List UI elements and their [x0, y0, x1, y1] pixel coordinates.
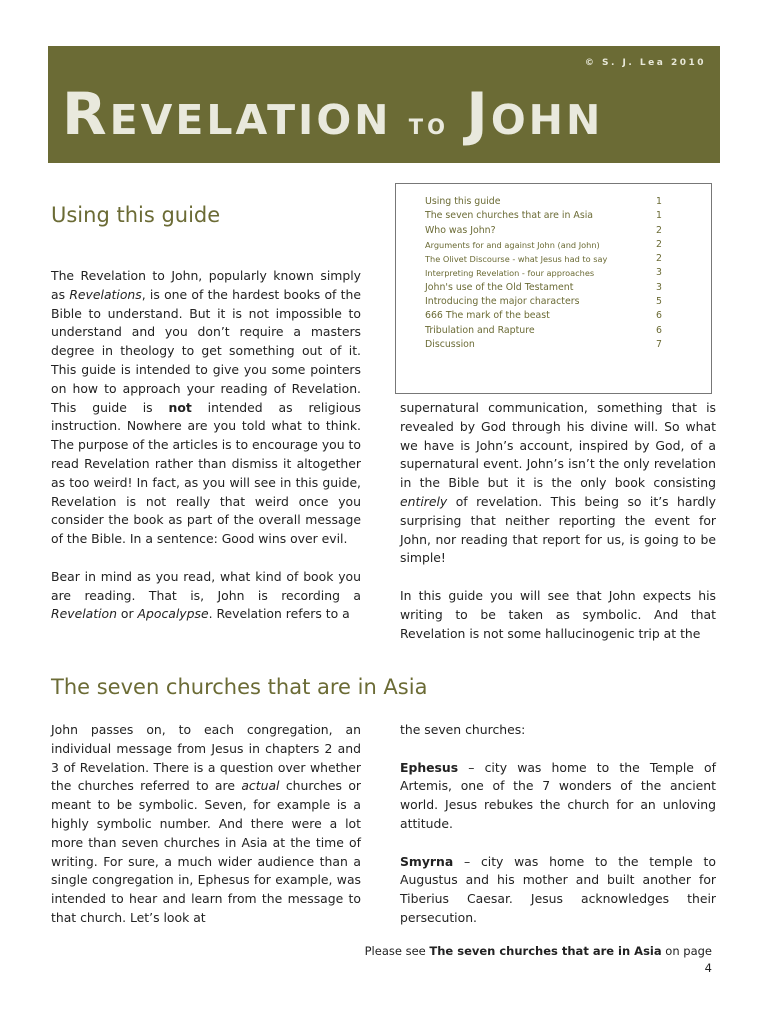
table-of-contents — [395, 183, 712, 394]
paragraph: Bear in mind as you read, what kind of book you are reading. That is, John is recording a Revelation or Apocalypse. Revelation refers to a — [51, 568, 361, 622]
continuation-link[interactable]: The seven churches that are in Asia — [429, 944, 662, 958]
paragraph: supernatural communication, something that is revealed by God through his divine will. So what we have is John’s account, inspired by God, of a supernatural event. John’s isn’t the only revelation in the Bible but it is the only book consisting entirely of revelation. This being so it’s hardly surprising that neither reporting the event for John, nor reading that report for us, is going to be simple! — [400, 400, 716, 566]
toc-item[interactable]: Using this guide 1 — [425, 196, 662, 207]
title-banner — [48, 46, 720, 163]
continuation-page-number: 4 — [704, 961, 712, 975]
section-heading-using-this-guide: Using this guide — [51, 203, 221, 227]
paragraph: John passes on, to each congregation, an individual message from Jesus in chapters 2 and 3 of Revelation. There is a question over whether the churches referred to are actual churches or meant to be symbolic. Seven, for example is a highly symbolic number. And there were a lot more than seven churches in Asia at the time of writing. For sure, a much wider audience than a single congregation in, Ephesus for example, was intended to hear and learn from the message to that church. Let’s look at — [51, 722, 361, 925]
toc-item[interactable]: The seven churches that are in Asia 1 — [425, 210, 662, 222]
paragraph-ephesus: Ephesus – city was home to the Temple of Artemis, one of the 7 wonders of the ancient world. Jesus rebukes the church for an unloving attitude. — [400, 759, 716, 831]
toc-item[interactable]: Interpreting Revelation - four approaches 3 — [425, 267, 662, 279]
paragraph-smyrna: Smyrna – city was home to the temple to Augustus and his mother and built another for Tiberius Caesar. Jesus acknowledges their persecution. — [400, 853, 716, 925]
paragraph: the seven churches: — [400, 722, 526, 737]
continuation-note: Please see The seven churches that are in Asia on page 4 — [364, 944, 712, 975]
toc-item[interactable]: Arguments for and against John (and John) 2 — [425, 238, 662, 250]
document-title: REVELATION TO JOHN — [62, 80, 604, 148]
section2-left-column — [51, 721, 361, 928]
toc-item[interactable]: Introducing the major characters 5 — [425, 296, 662, 308]
toc-item[interactable]: Discussion 7 — [425, 338, 662, 350]
paragraph: In this guide you will see that John expects his writing to be taken as symbolic. And that Revelation is not some hallucinogenic trip at the — [400, 587, 716, 641]
toc-item[interactable]: 666 The mark of the beast 6 — [425, 310, 662, 322]
toc-item[interactable]: Who was John? 2 — [425, 224, 662, 236]
toc-item[interactable]: Tribulation and Rapture 6 — [425, 324, 662, 336]
toc-item[interactable]: The Olivet Discourse - what Jesus had to say 2 — [425, 253, 662, 265]
section1-right-column — [400, 399, 716, 643]
section1-left-column — [51, 267, 361, 624]
paragraph: The Revelation to John, popularly known simply as Revelations, is one of the hardest books of the Bible to understand. But it is not impossible to understand and you don’t require a masters degree in theology to get something out of it. This guide is intended to give you some pointers on how to approach your reading of Revelation. This guide is not intended as religious instruction. Nowhere are you told what to think. The purpose of the articles is to encourage you to read Revelation rather than dismiss it altogether as too weird! In fact, as you will see in this guide, Revelation is not really that weird once you consider the book as part of the overall message of the Bible. In a sentence: Good wins over evil. — [51, 268, 362, 547]
toc-item[interactable]: John's use of the Old Testament 3 — [425, 281, 662, 293]
section-heading-seven-churches: The seven churches that are in Asia — [51, 675, 428, 699]
section2-right-column — [400, 721, 716, 928]
copyright-notice: © S. J. Lea 2010 — [584, 58, 706, 68]
